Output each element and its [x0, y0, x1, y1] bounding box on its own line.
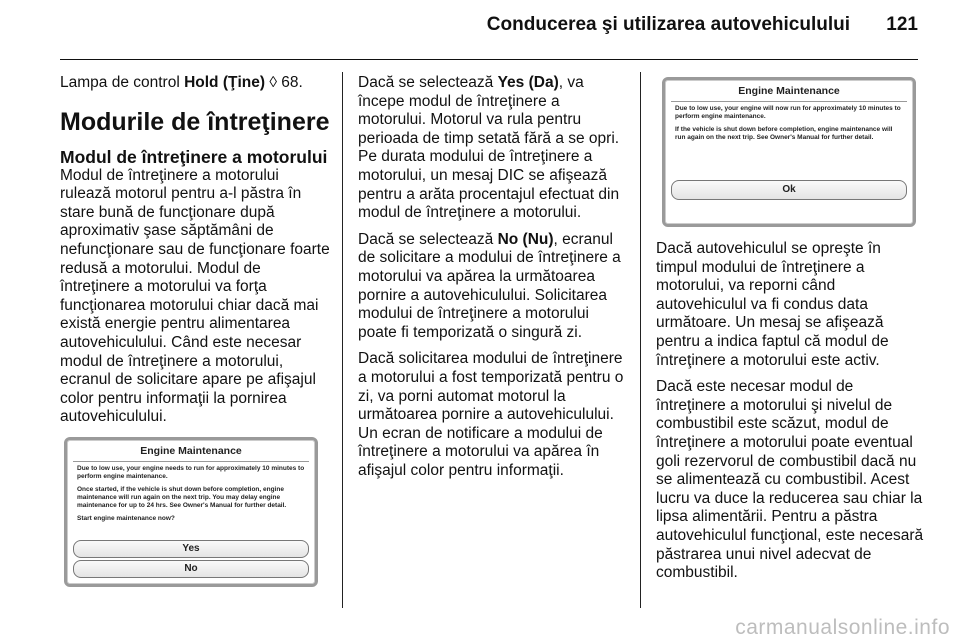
body-paragraph: Modul de întreţinere a motorului rulează motorul pentru a-l păstra în stare bună de funcţionare după aproximativ şase săptămâni de nefuncţionare sau de funcţionare foarte redusă a motorului. Modul de întreţinere a motorului va forţa funcţionarea motorului chiar dacă mai există energie pentru alimentarea autovehiculului. Când este necesar modul de întreţinere a motorului, ecranul de solicitare apare pe afişajul color pentru informaţii la pornirea autovehiculului.: [60, 166, 330, 426]
figure-text-line: Once started, if the vehicle is shut down before completion, engine maintenance will run again on the next trip. You may delay engine maintenance for up to 24 hrs. See Owner's Manual for further detail.: [77, 486, 287, 509]
body-paragraph: Dacă este necesar modul de întreţinere a motorului şi nivelul de combustibil este scăzut, modul de întreţinere a motorului poate eventual goli rezervorul de combustibil dacă nu se alimentează cu combustibil. Acest lucru va duce la reducerea sau chiar la lipsa alimentării. Pentru a păstra autovehiculul funcţional, este necesară păstrarea unui nivel adecvat de combustibil.: [656, 378, 924, 582]
yes-button[interactable]: Yes: [73, 540, 309, 558]
figure-text-line: Due to low use, your engine needs to run for approximately 10 minutes to perform engine maintenance.: [77, 465, 305, 480]
body-paragraph: Dacă solicitarea modului de întreţinere a motorului a fost temporizată pentru o zi, va porni automat motorul la următoarea pornire a autovehiculului. Un ecran de notificare a modului de întreţinere a motorului va apărea în afişajul color pentru informaţii.: [358, 350, 624, 479]
figure-divider: [671, 101, 907, 102]
body-paragraph: Dacă se selectează No (Nu), ecranul de solicitare a modului de întreţinere a motorului va apărea la următoarea pornire a autovehiculului. Solicitarea modului de întreţinere a motorului poate fi temporizată o singură zi.: [358, 230, 621, 341]
column-middle: [358, 74, 628, 488]
watermark: carmanualsonline.info: [735, 616, 950, 639]
figure-text-line: Due to low use, your engine will now run for approximately 10 minutes to perform engine maintenance.: [675, 105, 901, 120]
page-number: 121: [886, 14, 918, 35]
figure-title: Engine Maintenance: [738, 85, 840, 97]
ok-button[interactable]: Ok: [671, 180, 907, 200]
subsection-heading: Modul de întreţinere a motorului: [60, 146, 328, 167]
body-paragraph: Dacă se selectează Yes (Da), va începe modul de întreţinere a motorului. Motorul va rula pentru perioada de timp setată fără a se opri. Pe durata modului de întreţinere a motorului, un mesaj DIC se afişează pentru a arăta procentajul efectuat din modul de întreţinere a motorului.: [358, 74, 620, 222]
engine-maintenance-notice-figure: [662, 77, 916, 227]
yes-label: Yes (Da): [497, 74, 559, 91]
no-label: No (Nu): [497, 230, 554, 248]
column-left: [60, 74, 332, 435]
figure-text-line: Start engine maintenance now?: [77, 515, 175, 522]
page-header: [0, 0, 960, 60]
no-button[interactable]: No: [73, 560, 309, 578]
section-heading: Modurile de întreţinere: [60, 107, 330, 136]
page-title: Conducerea şi utilizarea autovehiculului: [486, 14, 850, 35]
column-divider: [640, 72, 641, 608]
intro-line: Lampa de control Hold (Ţine) ◊ 68.: [60, 74, 303, 91]
page-reference-link[interactable]: ◊ 68.: [265, 74, 303, 91]
column-divider: [342, 72, 343, 608]
figure-divider: [73, 461, 309, 462]
header-rule: [60, 59, 918, 60]
figure-title: Engine Maintenance: [140, 445, 242, 457]
hold-label: Hold (Ţine): [184, 74, 266, 91]
column-right: [656, 240, 926, 591]
figure-text-line: If the vehicle is shut down before completion, engine maintenance will run again on the next trip. See Owner's Manual for further detail.: [675, 126, 893, 141]
body-paragraph: Dacă autovehiculul se opreşte în timpul modului de întreţinere a motorului, va reporni când autovehiculul va fi condus data următoare. Un mesaj se afişează pentru a indica faptul că modul de întreţinere a motorului este activ.: [656, 240, 889, 369]
engine-maintenance-prompt-figure: [64, 437, 318, 587]
